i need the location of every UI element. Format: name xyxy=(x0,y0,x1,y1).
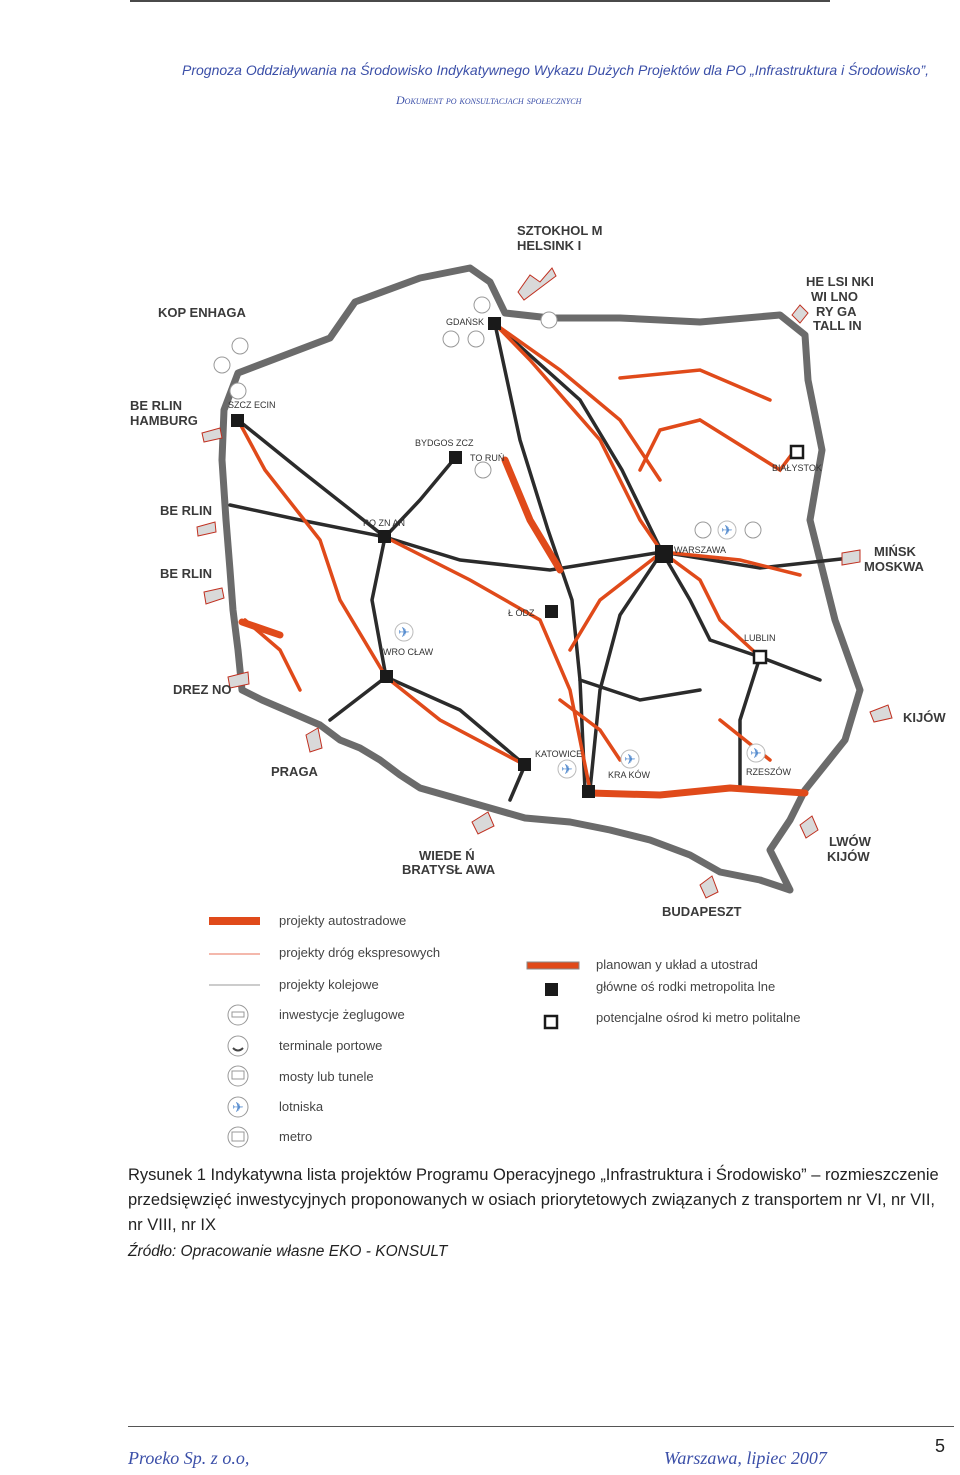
legend-label-main-centres: główne oś rodki metropolita lne xyxy=(596,979,776,994)
label-rzeszow: RZESZÓW xyxy=(746,767,791,777)
label-warszawa: WARSZAWA xyxy=(674,545,726,555)
dir-ne-1: HE LSI NKI xyxy=(806,274,874,289)
city-marker-bydgoszcz xyxy=(449,451,462,464)
legend-potential-centre-swatch xyxy=(545,1016,557,1028)
label-lodz: Ł ÓDZ xyxy=(508,608,535,618)
dir-west2: BE RLIN xyxy=(160,503,212,518)
legend-ship-icon xyxy=(228,1005,248,1025)
svg-text:✈: ✈ xyxy=(750,745,762,761)
crossing-icon xyxy=(472,812,494,834)
airport-icon xyxy=(747,744,765,762)
figure-caption: Rysunek 1 Indykatywna lista projektów Programu Operacyjnego „Infrastruktura i Środowisko” – rozmieszczenie przedsięwzięć inwestycyjnych proponowanych w osiach priorytetowych związanych z transportem nr VI, nr VII, nr VIII, nr IX xyxy=(128,1166,939,1234)
svg-text:✈: ✈ xyxy=(232,1099,244,1115)
dir-ne-3: RY GA xyxy=(816,304,857,319)
poland-transport-map xyxy=(0,200,960,919)
crossing-icon xyxy=(800,816,818,838)
crossing-icon xyxy=(202,428,222,442)
dir-east1-2: MOSKWA xyxy=(864,559,924,574)
legend-label-expressway: projekty dróg ekspresowych xyxy=(279,945,441,960)
dir-ne-4: TALL IN xyxy=(813,318,862,333)
crossing-icon xyxy=(518,268,556,300)
dir-west1-2: HAMBURG xyxy=(130,413,198,428)
document-title: Prognoza Oddziaływania na Środowisko Indykatywnego Wykazu Dużych Projektów dla PO „Infrastruktura i Środowisko”, xyxy=(182,62,929,78)
legend-motorway-swatch xyxy=(209,917,260,925)
city-marker-lodz xyxy=(545,605,558,618)
document-subtitle: Dokument po konsultacjach społecznych xyxy=(396,93,582,107)
dir-ne-2: WI LNO xyxy=(811,289,858,304)
airport-icon xyxy=(621,750,639,768)
crossing-icon xyxy=(700,876,718,898)
legend-bridge-icon xyxy=(228,1066,248,1086)
legend-label-bridges: mosty lub tunele xyxy=(279,1069,374,1084)
footer-company: Proeko Sp. z o.o, xyxy=(128,1448,250,1468)
dir-praga: PRAGA xyxy=(271,764,318,779)
dir-se-2: KIJÓW xyxy=(827,849,870,864)
city-marker-wroclaw xyxy=(380,670,393,683)
city-marker-lublin xyxy=(754,651,766,663)
airport-icon xyxy=(558,760,576,778)
legend-label-metro: metro xyxy=(279,1129,313,1144)
bridge-icon xyxy=(695,522,711,538)
crossing-icon xyxy=(842,550,860,565)
infrastructure-icons xyxy=(214,297,761,538)
dir-south-1: WIEDE Ń xyxy=(419,848,475,863)
footer-rule xyxy=(128,1426,954,1427)
label-poznan: PO ZN AŃ xyxy=(363,518,406,528)
footer-date: Warszawa, lipiec 2007 xyxy=(664,1448,827,1468)
border-crossings xyxy=(197,268,892,898)
legend-planned-motorway-swatch xyxy=(527,962,579,969)
ship-icon xyxy=(541,312,557,328)
legend-symbols xyxy=(0,900,960,1160)
bridge-icon xyxy=(475,462,491,478)
city-marker-bialystok xyxy=(791,446,803,458)
city-marker-szczecin xyxy=(231,414,244,427)
top-rule xyxy=(130,0,830,2)
dir-north-2: HELSINK I xyxy=(517,238,582,253)
city-marker-gdansk xyxy=(488,317,501,330)
ship-icon xyxy=(230,383,246,399)
bridge-icon xyxy=(468,331,484,347)
legend-label-rail: projekty kolejowe xyxy=(279,977,379,992)
city-marker-poznan xyxy=(378,530,391,543)
airport-icon xyxy=(395,623,413,641)
bridge-icon xyxy=(214,357,230,373)
city-labels xyxy=(228,317,822,780)
dir-north-1: SZTOKHOL M xyxy=(517,223,603,238)
legend-metro-icon xyxy=(228,1127,248,1147)
dir-east1-1: MIŃSK xyxy=(874,544,916,559)
label-katowice: KATOWICE xyxy=(535,749,583,759)
label-torun: TO RUŃ xyxy=(470,453,505,463)
svg-text:✈: ✈ xyxy=(561,761,573,777)
country-border xyxy=(222,268,860,890)
dir-kopenhaga: KOP ENHAGA xyxy=(158,305,246,320)
svg-text:✈: ✈ xyxy=(398,624,410,640)
city-marker-katowice xyxy=(518,758,531,771)
label-bydgoszcz: BYDGOS ZCZ xyxy=(415,438,474,448)
legend-label-airports: lotniska xyxy=(279,1099,324,1114)
dir-se-1: LWÓW xyxy=(829,834,871,849)
legend-port-icon xyxy=(228,1036,248,1056)
legend-label-ports: terminale portowe xyxy=(279,1038,383,1053)
crossing-icon xyxy=(197,522,216,536)
dir-drezno: DREZ NO xyxy=(173,682,232,697)
legend-label-potential-centres: potencjalne ośrod ki metro politalne xyxy=(596,1010,801,1025)
label-gdansk: GDAŃSK xyxy=(446,317,485,327)
city-marker-krakow xyxy=(582,785,595,798)
city-marker-warszawa xyxy=(655,545,673,563)
figure-source: Źródło: Opracowanie własne EKO - KONSULT xyxy=(128,1243,448,1260)
legend-label-planned-motorways: planowan y układ a utostrad xyxy=(596,957,758,972)
legend-label-shipping: inwestycje żeglugowe xyxy=(279,1007,405,1022)
label-krakow: KRA KÓW xyxy=(608,770,651,780)
motorway-lines xyxy=(238,324,800,790)
metro-icon xyxy=(745,522,761,538)
legend-main-centre-swatch xyxy=(545,983,558,996)
legend-label-motorway: projekty autostradowe xyxy=(279,913,407,928)
crossing-icon xyxy=(792,305,808,323)
airport-icon xyxy=(718,521,736,539)
label-szczecin: SZCZ ECIN xyxy=(228,400,276,410)
label-lublin: LUBLIN xyxy=(744,633,776,643)
planned-motorways xyxy=(242,460,805,795)
page-number: 5 xyxy=(935,1436,946,1456)
crossing-icon xyxy=(870,705,892,722)
dir-west3: BE RLIN xyxy=(160,566,212,581)
label-bialystok: BIAŁYSTOK xyxy=(772,463,822,473)
port-terminal-icon xyxy=(232,338,248,354)
crossing-icon xyxy=(204,588,224,604)
svg-text:✈: ✈ xyxy=(721,522,733,538)
svg-text:✈: ✈ xyxy=(624,751,636,767)
dir-south-2: BRATYSŁ AWA xyxy=(402,862,496,877)
dir-budapeszt: BUDAPESZT xyxy=(662,904,742,919)
dir-kijow: KIJÓW xyxy=(903,710,946,725)
dir-west1-1: BE RLIN xyxy=(130,398,182,413)
label-wroclaw: WRO CŁAW xyxy=(383,647,434,657)
port-terminal-icon xyxy=(443,331,459,347)
legend-airport-icon xyxy=(228,1097,248,1117)
potential-centres xyxy=(754,446,803,663)
crossing-icon xyxy=(306,728,322,752)
ship-icon xyxy=(474,297,490,313)
